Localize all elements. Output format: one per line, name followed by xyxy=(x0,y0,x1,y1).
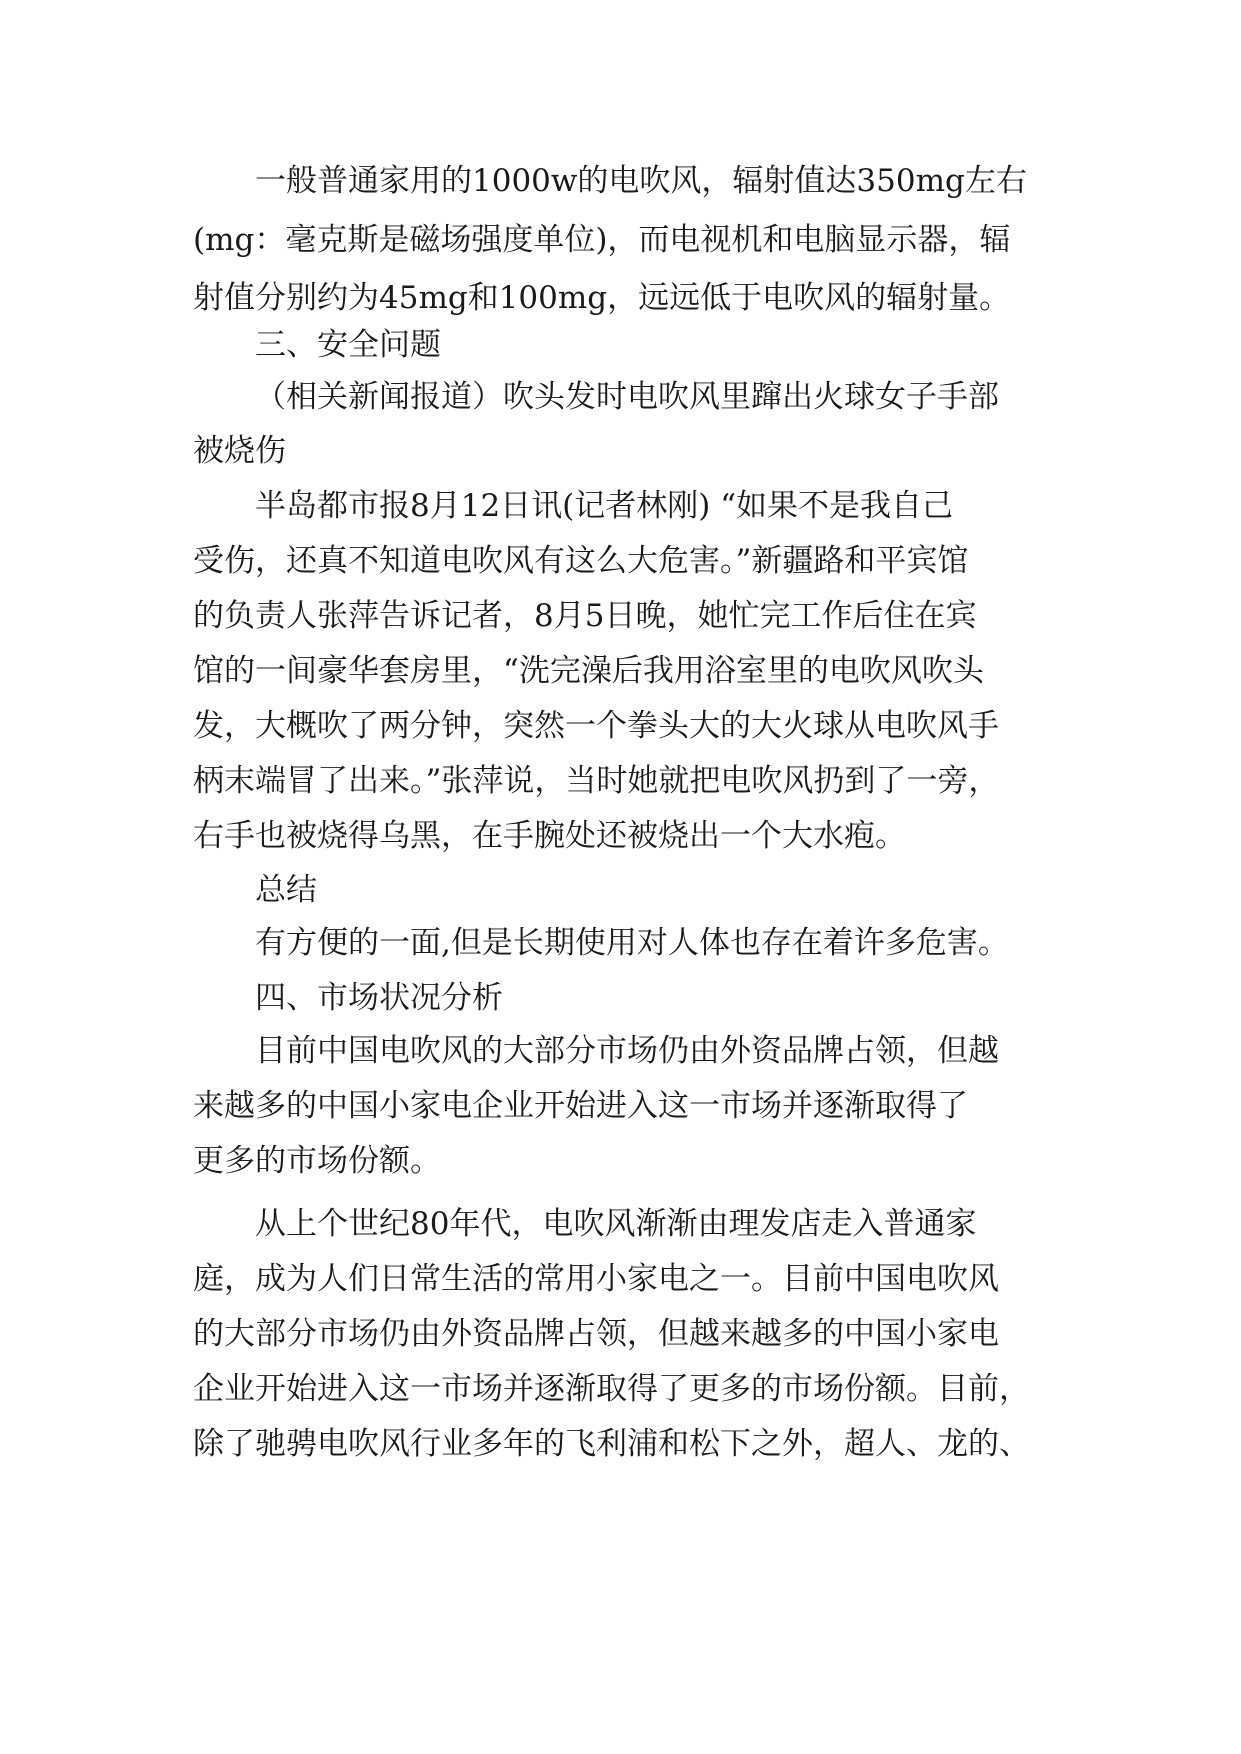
text-line: 柄末端冒了出来。”张萍说，当时她就把电吹风扔到了一旁， xyxy=(193,763,1000,799)
section-heading: 四、市场状况分析 xyxy=(255,980,503,1016)
news-headline: （相关新闻报道）吹头发时电吹风里蹿出火球女子手部 xyxy=(255,379,999,415)
text-line: 目前中国电吹风的大部分市场仍由外资品牌占领，但越 xyxy=(255,1033,999,1069)
news-headline: 被烧伤 xyxy=(193,433,286,469)
text-line: 的负责人张萍告诉记者，8月5日晚，她忙完工作后住在宾 xyxy=(193,598,977,634)
text-line: 有方便的一面,但是长期使用对人体也存在着许多危害。 xyxy=(255,925,1009,961)
text-line: 企业开始进入这一市场并逐渐取得了更多的市场份额。目前， xyxy=(193,1371,1030,1407)
text-line: 除了驰骋电吹风行业多年的飞利浦和松下之外，超人、龙的、 xyxy=(193,1426,1030,1462)
text-line: 发，大概吹了两分钟，突然一个拳头大的大火球从电吹风手 xyxy=(193,708,999,744)
text-line: 半岛都市报8月12日讯(记者林刚) “如果不是我自己 xyxy=(255,488,954,524)
text-line: 庭，成为人们日常生活的常用小家电之一。目前中国电吹风 xyxy=(193,1261,999,1297)
text-line: 的大部分市场仍由外资品牌占领，但越来越多的中国小家电 xyxy=(193,1316,999,1352)
section-heading: 三、安全问题 xyxy=(255,327,441,363)
text-line: 从上个世纪80年代，电吹风渐渐由理发店走入普通家 xyxy=(255,1206,977,1242)
text-line: 射值分别约为45mg和100mg，远远低于电吹风的辐射量。 xyxy=(193,280,1011,316)
text-line: 右手也被烧得乌黑，在手腕处还被烧出一个大水疱。 xyxy=(193,818,906,854)
text-line: 受伤，还真不知道电吹风有这么大危害。”新疆路和平宾馆 xyxy=(193,543,969,579)
text-line: 一般普通家用的1000w的电吹风，辐射值达350mg左右 xyxy=(255,163,1027,199)
text-line: 馆的一间豪华套房里，“洗完澡后我用浴室里的电吹风吹头 xyxy=(193,653,984,689)
section-heading: 总结 xyxy=(255,872,317,908)
text-line: 来越多的中国小家电企业开始进入这一市场并逐渐取得了 xyxy=(193,1088,968,1124)
text-line: 更多的市场份额。 xyxy=(193,1143,441,1179)
text-line: (mg：毫克斯是磁场强度单位)，而电视机和电脑显示器，辐 xyxy=(193,222,1011,258)
